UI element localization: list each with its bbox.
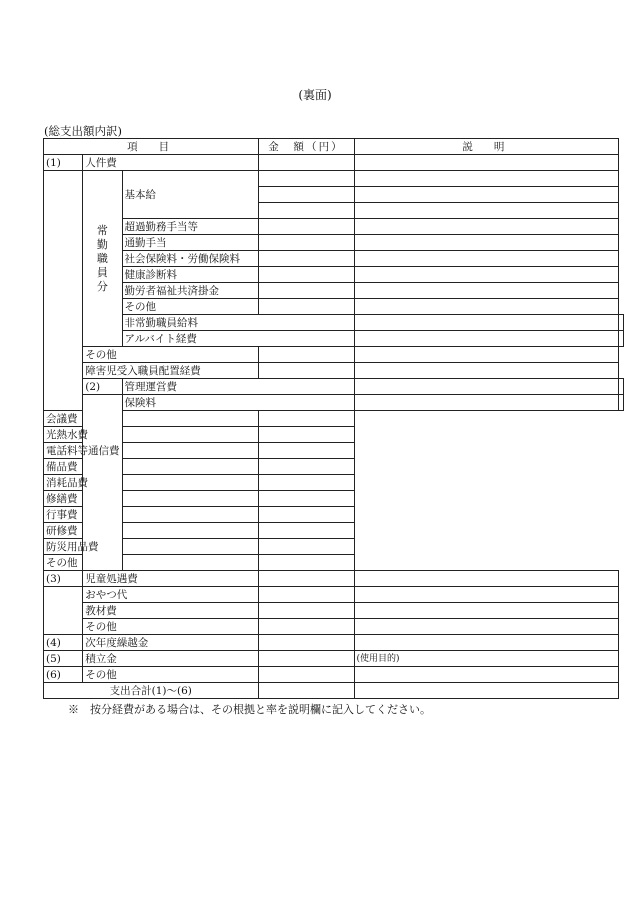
description-cell[interactable] bbox=[354, 155, 618, 171]
row-label: 障害児受入職員配置経費 bbox=[83, 363, 258, 379]
amount-cell[interactable] bbox=[122, 507, 258, 523]
amount-cell[interactable] bbox=[354, 379, 618, 395]
amount-cell[interactable] bbox=[258, 171, 354, 187]
table-row bbox=[44, 171, 624, 187]
amount-cell[interactable] bbox=[122, 443, 258, 459]
description-cell[interactable] bbox=[354, 571, 618, 587]
section-number: (1) bbox=[44, 155, 83, 171]
section-label: その他 bbox=[83, 667, 258, 683]
row-label: 超過勤務手当等 bbox=[122, 219, 258, 235]
amount-cell[interactable] bbox=[122, 539, 258, 555]
row-label: 研修費 bbox=[44, 523, 123, 539]
amount-cell[interactable] bbox=[354, 315, 618, 331]
amount-cell[interactable] bbox=[258, 571, 354, 587]
amount-cell[interactable] bbox=[122, 427, 258, 443]
table-row bbox=[44, 603, 624, 619]
table-row bbox=[44, 363, 624, 379]
amount-cell[interactable] bbox=[258, 219, 354, 235]
row-label: 教材費 bbox=[83, 603, 258, 619]
table-row bbox=[44, 219, 624, 235]
amount-cell[interactable] bbox=[258, 651, 354, 667]
amount-cell[interactable] bbox=[258, 235, 354, 251]
description-cell[interactable] bbox=[354, 667, 618, 683]
section-number: (3) bbox=[44, 571, 83, 587]
row-label: その他 bbox=[83, 347, 258, 363]
row-label: 防災用品費 bbox=[44, 539, 123, 555]
row-label: おやつ代 bbox=[83, 587, 258, 603]
description-cell[interactable] bbox=[258, 443, 354, 459]
table-row bbox=[44, 395, 624, 411]
amount-cell[interactable] bbox=[122, 411, 258, 427]
description-cell[interactable] bbox=[354, 235, 618, 251]
description-cell[interactable] bbox=[354, 171, 618, 187]
row-label: 社会保険料・労働保険料 bbox=[122, 251, 258, 267]
table-row bbox=[44, 315, 624, 331]
amount-cell[interactable] bbox=[258, 619, 354, 635]
table-row bbox=[44, 299, 624, 315]
table-row bbox=[44, 459, 624, 475]
table-row bbox=[44, 155, 624, 171]
total-description-cell[interactable] bbox=[354, 683, 618, 699]
description-cell[interactable] bbox=[258, 411, 354, 427]
description-cell[interactable] bbox=[354, 299, 618, 315]
amount-cell[interactable] bbox=[258, 283, 354, 299]
row-label: 通勤手当 bbox=[122, 235, 258, 251]
description-cell[interactable] bbox=[354, 363, 618, 379]
description-cell[interactable]: (使用目的) bbox=[354, 651, 618, 667]
section-number: (6) bbox=[44, 667, 83, 683]
amount-cell[interactable] bbox=[258, 587, 354, 603]
total-row bbox=[44, 683, 624, 699]
description-cell[interactable] bbox=[258, 459, 354, 475]
row-label: 会議費 bbox=[44, 411, 123, 427]
column-header-amount: 金 額（円） bbox=[258, 139, 354, 155]
section-number: (5) bbox=[44, 651, 83, 667]
section-number: (4) bbox=[44, 635, 83, 651]
footnote: ※ 按分経費がある場合は、その根拠と率を説明欄に記入してください。 bbox=[68, 703, 431, 716]
header-row bbox=[44, 139, 624, 155]
amount-cell[interactable] bbox=[122, 491, 258, 507]
row-label: 備品費 bbox=[44, 459, 123, 475]
row-label: 電話料等通信費 bbox=[44, 443, 123, 459]
row-label: 保険料 bbox=[122, 395, 354, 411]
table-subtitle: (総支出額内訳) bbox=[44, 124, 122, 138]
description-cell[interactable] bbox=[258, 507, 354, 523]
table-row bbox=[44, 331, 624, 347]
section-number: (2) bbox=[83, 379, 122, 395]
column-header-description: 説 明 bbox=[354, 139, 618, 155]
description-cell[interactable] bbox=[258, 555, 354, 571]
amount-cell[interactable] bbox=[258, 155, 354, 171]
table-row bbox=[44, 347, 624, 363]
amount-cell[interactable] bbox=[354, 331, 618, 347]
amount-cell[interactable] bbox=[258, 635, 354, 651]
section-label: 次年度繰越金 bbox=[83, 635, 258, 651]
table-row bbox=[44, 443, 624, 459]
table-row bbox=[44, 587, 624, 603]
row-label: 健康診断料 bbox=[122, 267, 258, 283]
description-cell[interactable] bbox=[354, 347, 618, 363]
expense-breakdown-table bbox=[43, 138, 624, 699]
total-amount-cell[interactable] bbox=[258, 683, 354, 699]
section-label: 管理運営費 bbox=[122, 379, 354, 395]
amount-cell[interactable] bbox=[122, 555, 258, 571]
row-label: 行事費 bbox=[44, 507, 123, 523]
amount-cell[interactable] bbox=[258, 363, 354, 379]
table-row bbox=[44, 475, 624, 491]
description-cell[interactable] bbox=[618, 315, 623, 331]
section-label: 児童処遇費 bbox=[83, 571, 258, 587]
row-label: 勤労者福祉共済掛金 bbox=[122, 283, 258, 299]
row-label: その他 bbox=[122, 299, 258, 315]
description-cell[interactable] bbox=[258, 491, 354, 507]
description-cell[interactable] bbox=[618, 395, 623, 411]
table-row bbox=[44, 507, 624, 523]
amount-cell[interactable] bbox=[258, 203, 354, 219]
table-row bbox=[44, 635, 624, 651]
amount-cell[interactable] bbox=[258, 267, 354, 283]
row-label: その他 bbox=[44, 555, 123, 571]
table-row bbox=[44, 283, 624, 299]
amount-cell[interactable] bbox=[122, 475, 258, 491]
description-cell[interactable] bbox=[354, 187, 618, 203]
amount-cell[interactable] bbox=[258, 667, 354, 683]
description-cell[interactable] bbox=[618, 331, 623, 347]
section-label: 人件費 bbox=[83, 155, 258, 171]
amount-cell[interactable] bbox=[258, 603, 354, 619]
table-row bbox=[44, 235, 624, 251]
table-row bbox=[44, 491, 624, 507]
amount-cell[interactable] bbox=[258, 251, 354, 267]
amount-cell[interactable] bbox=[258, 299, 354, 315]
description-cell[interactable] bbox=[354, 619, 618, 635]
amount-cell[interactable] bbox=[258, 347, 354, 363]
amount-cell[interactable] bbox=[258, 187, 354, 203]
row-label: 消耗品費 bbox=[44, 475, 123, 491]
table-row bbox=[44, 267, 624, 283]
page-heading: (裏面) bbox=[298, 88, 332, 102]
amount-cell[interactable] bbox=[122, 523, 258, 539]
description-cell[interactable] bbox=[258, 427, 354, 443]
description-cell[interactable] bbox=[354, 219, 618, 235]
description-cell[interactable] bbox=[354, 603, 618, 619]
table-row bbox=[44, 251, 624, 267]
row-label: アルバイト経費 bbox=[122, 331, 354, 347]
description-cell[interactable] bbox=[354, 283, 618, 299]
section-label: 積立金 bbox=[83, 651, 258, 667]
row-label: 光熱水費 bbox=[44, 427, 123, 443]
table-row bbox=[44, 667, 624, 683]
description-cell[interactable] bbox=[354, 251, 618, 267]
description-cell[interactable] bbox=[258, 539, 354, 555]
description-cell[interactable] bbox=[258, 523, 354, 539]
total-label: 支出合計(1)～(6) bbox=[44, 683, 259, 699]
row-label: その他 bbox=[83, 619, 258, 635]
description-cell[interactable] bbox=[354, 587, 618, 603]
table-row bbox=[44, 427, 624, 443]
column-header-item: 項 目 bbox=[44, 139, 259, 155]
row-label: 基本給 bbox=[122, 171, 258, 219]
table-row bbox=[44, 539, 624, 555]
description-cell[interactable] bbox=[354, 267, 618, 283]
description-cell[interactable] bbox=[618, 379, 623, 395]
amount-cell[interactable] bbox=[354, 395, 618, 411]
description-cell[interactable] bbox=[354, 635, 618, 651]
description-cell[interactable] bbox=[258, 475, 354, 491]
row-label: 修繕費 bbox=[44, 491, 123, 507]
table-row bbox=[44, 411, 624, 427]
table-row bbox=[44, 571, 624, 587]
table-row bbox=[44, 555, 624, 571]
table-row bbox=[44, 379, 624, 395]
table-row bbox=[44, 523, 624, 539]
table-row bbox=[44, 651, 624, 667]
row-label: 非常勤職員給料 bbox=[122, 315, 354, 331]
fulltime-staff-label: 常 勤 職 員 分 bbox=[83, 171, 122, 347]
table-row bbox=[44, 619, 624, 635]
description-cell[interactable] bbox=[354, 203, 618, 219]
amount-cell[interactable] bbox=[122, 459, 258, 475]
